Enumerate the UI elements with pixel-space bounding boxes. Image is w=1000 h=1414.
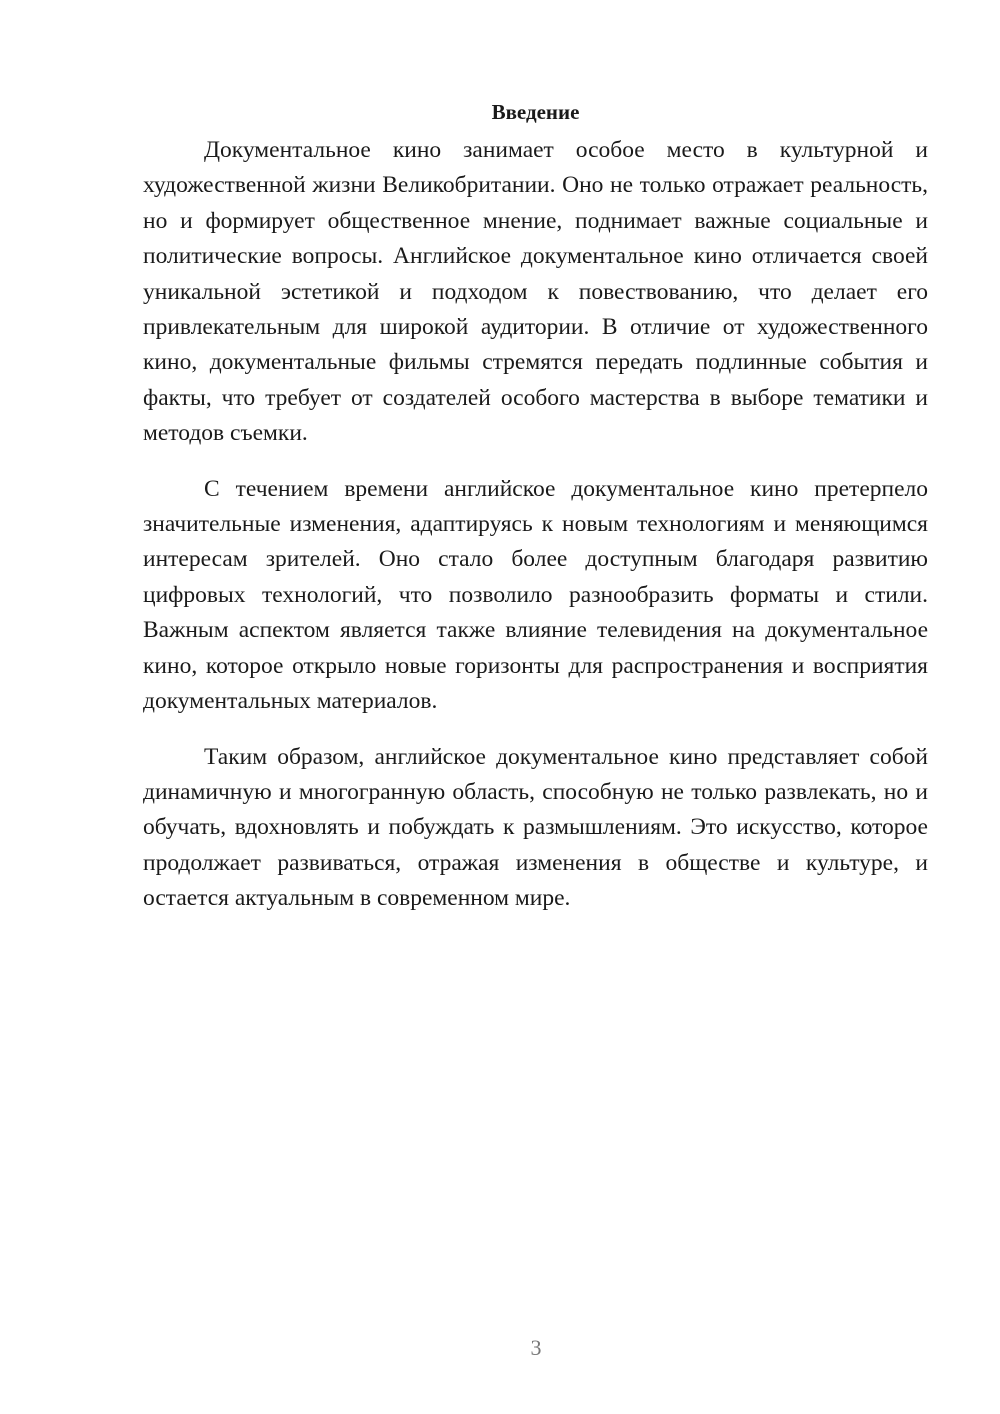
paragraph-1: Документальное кино занимает особое место в культурной и художественной жизни Великобритании. Оно не только отражает реальность, но и формирует общественное мнение, поднимает важные социальные и политические вопросы. Английское документальное кино отличается своей уникальной эстетикой и подходом к повествованию, что делает его привлекательным для широкой аудитории. В отличие от художественного кино, документальные фильмы стремятся передать подлинные события и факты, что требует от создателей особого мастерства в выборе тематики и методов съемки.	[143, 137, 928, 447]
page-number: 3	[530, 1335, 542, 1360]
paragraph-3: Таким образом, английское документальное кино представляет собой динамичную и многогранную область, способную не только развлекать, но и обучать, вдохновлять и побуждать к размышлениям. Это искусство, которое продолжает развиваться, отражая изменения в обществе и культуре, и остается актуальным в современном мире.	[143, 743, 928, 912]
page-content	[143, 97, 928, 937]
paragraph-2: С течением времени английское документальное кино претерпело значительные изменения, адаптируясь к новым технологиям и меняющимся интересам зрителей. Оно стало более доступным благодаря развитию цифровых технологий, что позволило разнообразить форматы и стили. Важным аспектом является также влияние телевидения на документальное кино, которое открыло новые горизонты для распространения и восприятия документальных материалов.	[143, 475, 928, 715]
section-heading: Введение	[491, 100, 580, 124]
